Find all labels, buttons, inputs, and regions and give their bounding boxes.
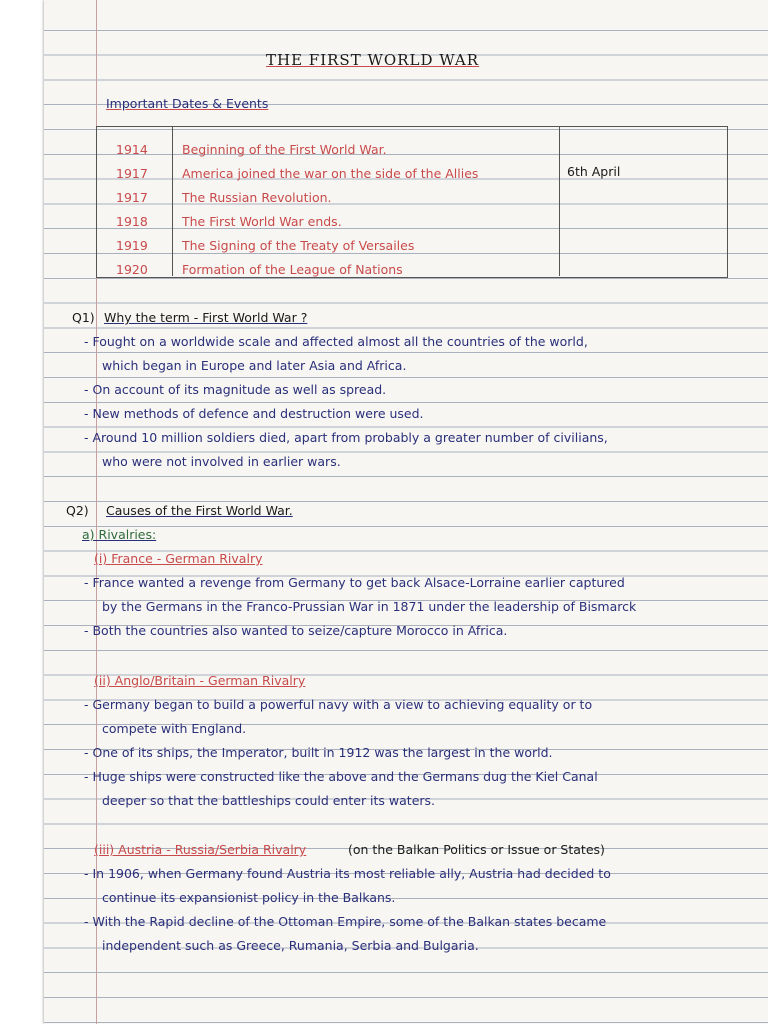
note-line: - France wanted a revenge from Germany to get back Alsace-Lorraine earlier captured (84, 575, 625, 590)
note-line: - On account of its magnitude as well as spread. (84, 382, 387, 397)
event-text: The Russian Revolution. (182, 190, 332, 205)
notebook-page (44, 0, 768, 1024)
question-label: Q2) (66, 503, 89, 518)
note-line: - In 1906, when Germany found Austria its most reliable ally, Austria had decided to (84, 866, 611, 881)
rivalry-title: (i) France - German Rivalry (94, 551, 263, 566)
event-year: 1920 (116, 262, 148, 277)
event-year: 1919 (116, 238, 148, 253)
dates-heading: Important Dates & Events (106, 96, 269, 111)
event-text: The Signing of the Treaty of Versailes (182, 238, 415, 253)
event-text: Formation of the League of Nations (182, 262, 403, 277)
question-heading: Why the term - First World War ? (104, 310, 308, 325)
note-line: - New methods of defence and destruction were used. (84, 406, 424, 421)
note-line: by the Germans in the Franco-Prussian War in 1871 under the leadership of Bismarck (102, 599, 637, 614)
rivalry-note: (on the Balkan Politics or Issue or States) (348, 842, 605, 857)
event-year: 1917 (116, 166, 148, 181)
note-line: which began in Europe and later Asia and Africa. (102, 358, 407, 373)
note-line: - Fought on a worldwide scale and affected almost all the countries of the world, (84, 334, 588, 349)
note-line: - With the Rapid decline of the Ottoman Empire, some of the Balkan states became (84, 914, 607, 929)
section-heading: a) Rivalries: (82, 527, 157, 542)
event-year: 1918 (116, 214, 148, 229)
question-label: Q1) (72, 310, 95, 325)
page-title: THE FIRST WORLD WAR (266, 51, 480, 69)
event-year: 1917 (116, 190, 148, 205)
table-divider-year (172, 126, 173, 276)
table-divider-note (559, 126, 560, 276)
event-year: 1914 (116, 142, 148, 157)
event-text: Beginning of the First World War. (182, 142, 387, 157)
note-line: who were not involved in earlier wars. (102, 454, 341, 469)
rivalry-title: (ii) Anglo/Britain - German Rivalry (94, 673, 306, 688)
note-line: compete with England. (102, 721, 247, 736)
event-text: The First World War ends. (182, 214, 342, 229)
note-line: - Around 10 million soldiers died, apart from probably a greater number of civilians, (84, 430, 608, 445)
note-line: continue its expansionist policy in the Balkans. (102, 890, 396, 905)
note-line: - One of its ships, the Imperator, built in 1912 was the largest in the world. (84, 745, 553, 760)
question-heading: Causes of the First World War. (106, 503, 293, 518)
note-line: deeper so that the battleships could enter its waters. (102, 793, 436, 808)
note-line: - Both the countries also wanted to seize/capture Morocco in Africa. (84, 623, 508, 638)
rivalry-title: (iii) Austria - Russia/Serbia Rivalry (94, 842, 307, 857)
note-line: independent such as Greece, Rumania, Serbia and Bulgaria. (102, 938, 479, 953)
event-text: America joined the war on the side of the Allies (182, 166, 479, 181)
note-line: - Germany began to build a powerful navy with a view to achieving equality or to (84, 697, 593, 712)
note-line: - Huge ships were constructed like the above and the Germans dug the Kiel Canal (84, 769, 598, 784)
event-note: 6th April (567, 164, 621, 179)
